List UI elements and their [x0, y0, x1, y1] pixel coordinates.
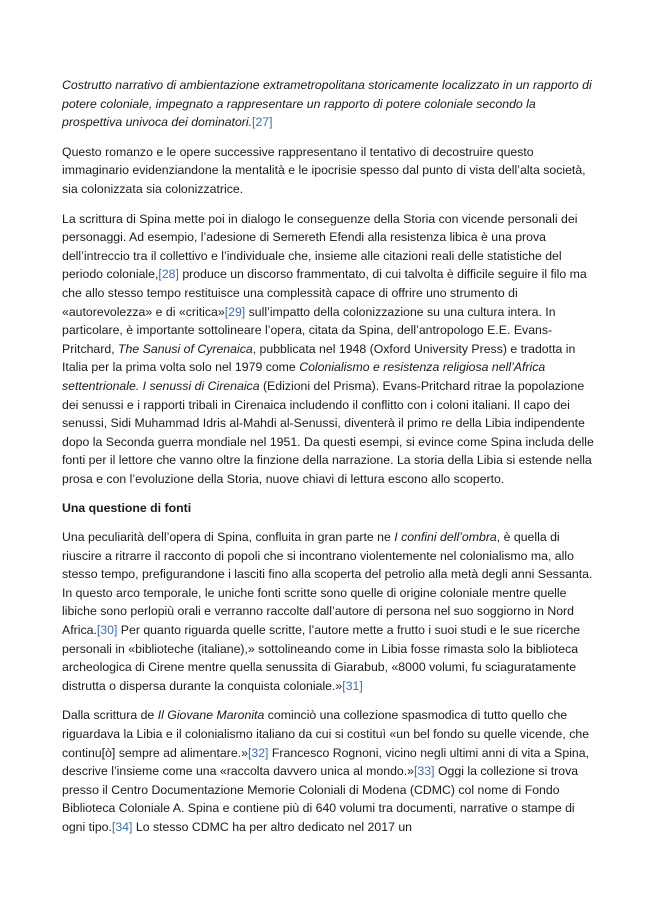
italic-quote: Costrutto narrativo di ambientazione extrametropolitana storicamente localizzato in un rapporto di potere coloniale, impegnato a rappresentare un rapporto di potere coloniale secondo la prospettiva univoca dei dominatori.: [62, 78, 592, 130]
text-run: , pubblicata nel 1948 (Oxford University Press) e tradotta in Italia per la prima volta solo nel 1979 come: [62, 341, 576, 375]
section-heading: Una questione di fonti: [62, 501, 192, 516]
footnote-ref-31[interactable]: [31]: [342, 678, 363, 693]
text-run: La scrittura di Spina mette poi in dialogo le conseguenze della Storia con vicende personali dei personaggi. Ad esempio, l’adesione di Semereth Efendi alla resistenza libica è una prova dell’intreccio tra il collettivo e l’individuale che, insieme alle citazioni reali delle statistiche del periodo coloniale,: [62, 211, 578, 282]
footnote-ref-33[interactable]: [33]: [414, 764, 435, 779]
footnote-ref-34[interactable]: [34]: [111, 819, 133, 834]
paragraph-1: [62, 76, 594, 132]
text-run: produce un discorso frammentato, di cui talvolta è difficile seguire il filo ma che allo stesso tempo restituisce una complessità capace di offrire uno strumento di «autorevolezza» e di «critica»: [62, 267, 587, 319]
text-run: Una peculiarità dell’opera di Spina, confluita in gran parte ne: [62, 530, 395, 545]
text-run: Per quanto riguarda quelle scritte, l’autore mette a frutto i suoi studi e le sue ricerche personali in «biblioteche (italiane),» sottolineando come in Libia fosse rimasta solo la biblioteca archeologica di Cirene mentre quella senussita di Giarabub, «8000 volumi, fu sciaguratamente distrutta o dispersa durante la conquista coloniale.»: [62, 623, 581, 693]
paragraph-5: [62, 706, 594, 836]
text-run: Oggi la collezione si trova presso il Centro Documentazione Memorie Coloniali di Modena (CDMC) col nome di Fondo Biblioteca Coloniale A. Spina e contiene più di 640 volumi tra documenti, narrative o stampe di ogni tipo.: [62, 764, 579, 834]
book-title: I confini dell’ombra: [394, 530, 497, 545]
paragraph-3: [62, 210, 594, 489]
footnote-ref-28[interactable]: [28]: [158, 267, 179, 282]
paragraph-4: [62, 528, 594, 695]
paragraph-2: Questo romanzo e le opere successive rappresentano il tentativo di decostruire questo immaginario evidenziandone la mentalità e le ipocrisie spesso dal punto di vista dell’alta società, sia colonizzata sia colonizzatrice.: [62, 144, 586, 196]
book-title: Il Giovane Maronita: [157, 708, 265, 723]
book-title: Colonialismo e resistenza religiosa nell’Africa settentrionale. I senussi di Cirenaica: [62, 360, 546, 393]
footnote-ref-29[interactable]: [29]: [224, 304, 246, 319]
text-run: (Edizioni del Prisma). Evans-Pritchard ritrae la popolazione dei senussi e i rapporti tribali in Cirenaica includendo il conflitto con i coloni italiani. Il capo dei senussi, Sidi Muhammad Idris al-Mahdi al-Senussi, diventerà il primo re della Libia indipendente dopo la Seconda guerra mondiale nel 1951. Da questi esempi, si evince come Spina includa delle fonti per il lettore che vanno oltre la finzione della narrazione. La storia della Libia si estende nella prosa e con l’evoluzione della Storia, nuove chiavi di lettura escono allo scoperto.: [62, 378, 594, 486]
footnote-ref-30[interactable]: [30]: [96, 623, 118, 638]
text-run: Lo stesso CDMC ha per altro dedicato nel 2017 un: [132, 819, 413, 834]
text-run: cominciò una collezione spasmodica di tutto quello che riguardava la Libia e il colonialismo italiano da cui si costituì «un bel fondo su quelle vicende, che continu[ò] sempre ad alimentare.»: [62, 708, 590, 760]
footnote-ref-32[interactable]: [32]: [247, 745, 269, 760]
text-run: , è quella di riuscire a ritrarre il racconto di popoli che si incontrano violentemente nel colonialismo ma, allo stesso tempo, prefigurandone i lasciti fino alla scoperta del petrolio alla metà degli anni Sessanta. In questo arco temporale, le uniche fonti scritte sono quelle di origine coloniale mentre quelle libiche sono perlopiù orali e verranno raccolte dall’autore di persona nel suo soggiorno in Nord Africa.: [62, 530, 593, 638]
text-run: sull’impatto della colonizzazione su una cultura intera. In particolare, è importante sottolineare l’opera, citata da Spina, dell’antropologo E.E. Evans-Pritchard,: [62, 304, 556, 356]
text-run: Dalla scrittura de: [62, 708, 158, 723]
book-title: The Sanusi of Cyrenaica: [118, 341, 253, 356]
text-run: Francesco Rognoni, vicino negli ultimi anni di vita a Spina, descrive l’insieme come una «raccolta davvero unica al mondo.»: [62, 745, 590, 779]
footnote-ref-27[interactable]: [27]: [252, 115, 273, 130]
